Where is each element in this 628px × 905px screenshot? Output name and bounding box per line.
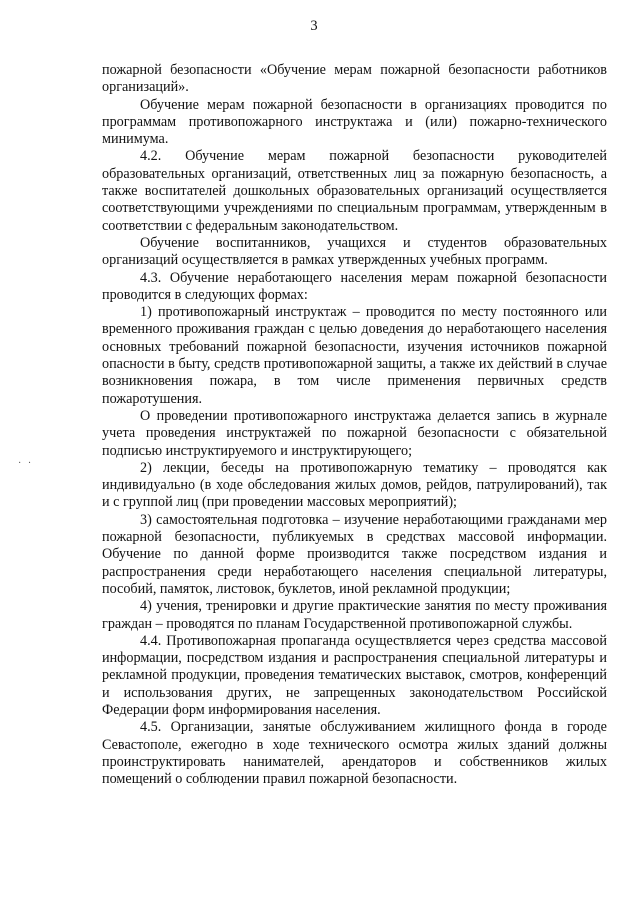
paragraph-4-4: 4.4. Противопожарная пропаганда осуществляется через средства массовой информации, посредством издания и распространения специальной литературы и рекламной продукции, проведения тематических выставок, смотров, конференций и использования других, не запрещенных законодательством Российской Федерации форм информирования населения. bbox=[102, 632, 607, 718]
page-number: 3 bbox=[310, 18, 318, 34]
paragraph-continuation: пожарной безопасности «Обучение мерам пожарной безопасности работников организаций». bbox=[102, 62, 607, 96]
list-item-2-lectures: 2) лекции, беседы на противопожарную тематику – проводятся как индивидуально (в ходе обследования жилых домов, рейдов, патрулирований), так и с группой лиц (при проведении массовых мероприятий); bbox=[102, 459, 607, 511]
paragraph-4-5: 4.5. Организации, занятые обслуживанием жилищного фонда в городе Севастополе, ежегодно в ходе технического осмотра жилых зданий должны проинструктировать нанимателей, арендаторов и собственников жилых помещений о соблюдении правил пожарной безопасности. bbox=[102, 719, 607, 788]
paragraph-training-programs: Обучение мерам пожарной безопасности в организациях проводится по программам противопожарного инструктажа и (или) пожарно-технического минимума. bbox=[102, 96, 607, 148]
document-body bbox=[102, 62, 607, 788]
paragraph-students-training: Обучение воспитанников, учащихся и студентов образовательных организаций осуществляется в рамках утвержденных учебных программ. bbox=[102, 234, 607, 269]
paragraph-4-2: 4.2. Обучение мерам пожарной безопасности руководителей образовательных организаций, ответственных лиц за пожарную безопасность, а также воспитателей дошкольных образовательных организаций осуществляется соответствующими учреждениями по специальным программам, утвержденным в соответствии с федеральным законодательством. bbox=[102, 148, 607, 234]
list-item-1-briefing: 1) противопожарный инструктаж – проводится по месту постоянного или временного проживания граждан с целью доведения до неработающего населения основных требований пожарной безопасности, изучения источников пожарной опасности в быту, средств противопожарной защиты, а также их действий в случае возникновения пожара, в том числе применения первичных средств пожаротушения. bbox=[102, 304, 607, 407]
list-item-3-self-study: 3) самостоятельная подготовка – изучение неработающими гражданами мер пожарной безопасности, публикуемых в средствах массовой информации. Обучение по данной форме производится также посредством издания и распространения среди неработающего населения специальной литературы, пособий, памяток, листовок, буклетов, иной рекламной продукции; bbox=[102, 511, 607, 597]
margin-mark: · · bbox=[18, 458, 34, 469]
list-item-4-exercises: 4) учения, тренировки и другие практические занятия по месту проживания граждан – проводятся по планам Государственной противопожарной службы. bbox=[102, 598, 607, 632]
paragraph-briefing-record: О проведении противопожарного инструктажа делается запись в журнале учета проведения инструктажей по пожарной безопасности с обязательной подписью инструктируемого и инструктирующего; bbox=[102, 407, 607, 459]
paragraph-4-3: 4.3. Обучение неработающего населения мерам пожарной безопасности проводится в следующих формах: bbox=[102, 269, 607, 303]
